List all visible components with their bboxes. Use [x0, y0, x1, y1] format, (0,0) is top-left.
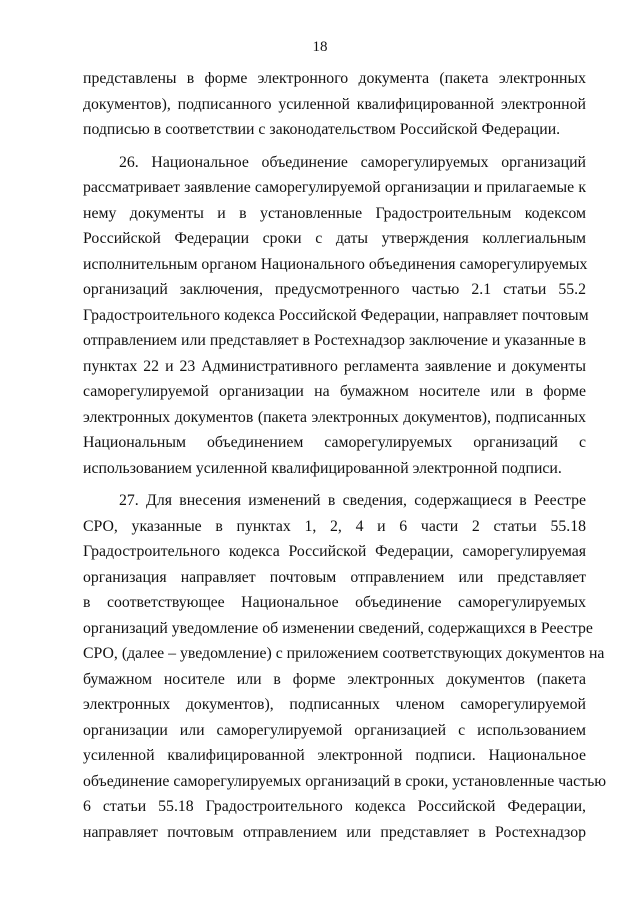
text-line: использованием усиленной квалифицированной электронной подписи. — [83, 459, 562, 477]
document-body — [83, 66, 607, 845]
text-line: организаций уведомление об изменении сведений, содержащихся в Реестре — [83, 619, 593, 637]
text-line: исполнительным органом Национального объединения саморегулируемых — [83, 255, 588, 273]
text-line: подписью в соответствии с законодательством Российской Федерации. — [83, 121, 561, 138]
text-line: Российской Федерации сроки с даты утверждения коллегиальным — [83, 230, 586, 247]
page-number: 18 — [312, 39, 328, 55]
text-line: организаций заключения, предусмотренного частью 2.1 статьи 55.2 — [83, 281, 586, 298]
text-line: СРО, (далее – уведомление) с приложением соответствующих документов на — [83, 645, 605, 662]
text-line: саморегулируемой организации на бумажном носителе или в форме — [83, 383, 586, 400]
text-line: объединение саморегулируемых организаций в сроки, установленные частью — [83, 772, 607, 790]
text-line: Градостроительного кодекса Российской Федерации, направляет почтовым — [83, 306, 589, 324]
text-line: представлены в форме электронного документа (пакета электронных — [83, 70, 586, 87]
text-line: Национальным объединением саморегулируемых организаций с — [83, 434, 586, 451]
text-line: 6 статьи 55.18 Градостроительного кодекса Российской Федерации, — [83, 798, 586, 815]
text-line: нему документы и в установленные Градостроительным кодексом — [83, 204, 586, 222]
text-line: 27. Для внесения изменений в сведения, содержащиеся в Реестре — [119, 492, 586, 509]
text-line: электронных документов (пакета электронных документов), подписанных — [83, 408, 586, 426]
paragraph-gap — [83, 481, 586, 488]
text-line: 26. Национальное объединение саморегулируемых организаций — [119, 153, 586, 171]
text-line: усиленной квалифицированной электронной подписи. Национальное — [83, 747, 586, 764]
text-line: СРО, указанные в пунктах 1, 2, 4 и 6 части 2 статьи 55.18 — [83, 517, 586, 535]
text-line: в соответствующее Национальное объединение саморегулируемых — [83, 594, 586, 611]
paragraph-gap — [83, 143, 586, 150]
text-line: бумажном носителе или в форме электронных документов (пакета — [83, 670, 586, 688]
text-line: направляет почтовым отправлением или представляет в Ростехнадзор — [83, 823, 586, 841]
text-line: электронных документов), подписанных членом саморегулируемой — [83, 696, 586, 713]
text-line: документов), подписанного усиленной квалифицированной электронной — [83, 95, 586, 113]
text-line: рассматривает заявление саморегулируемой организации и прилагаемые к — [83, 179, 586, 196]
text-line: организация направляет почтовым отправлением или представляет — [83, 568, 586, 586]
text-line: Градостроительного кодекса Российской Федерации, саморегулируемая — [83, 543, 586, 560]
text-line: организации или саморегулируемой организацией с использованием — [83, 721, 586, 739]
text-line: пунктах 22 и 23 Административного регламента заявление и документы — [83, 357, 586, 375]
text-line: отправлением или представляет в Ростехнадзор заключение и указанные в — [83, 332, 586, 349]
